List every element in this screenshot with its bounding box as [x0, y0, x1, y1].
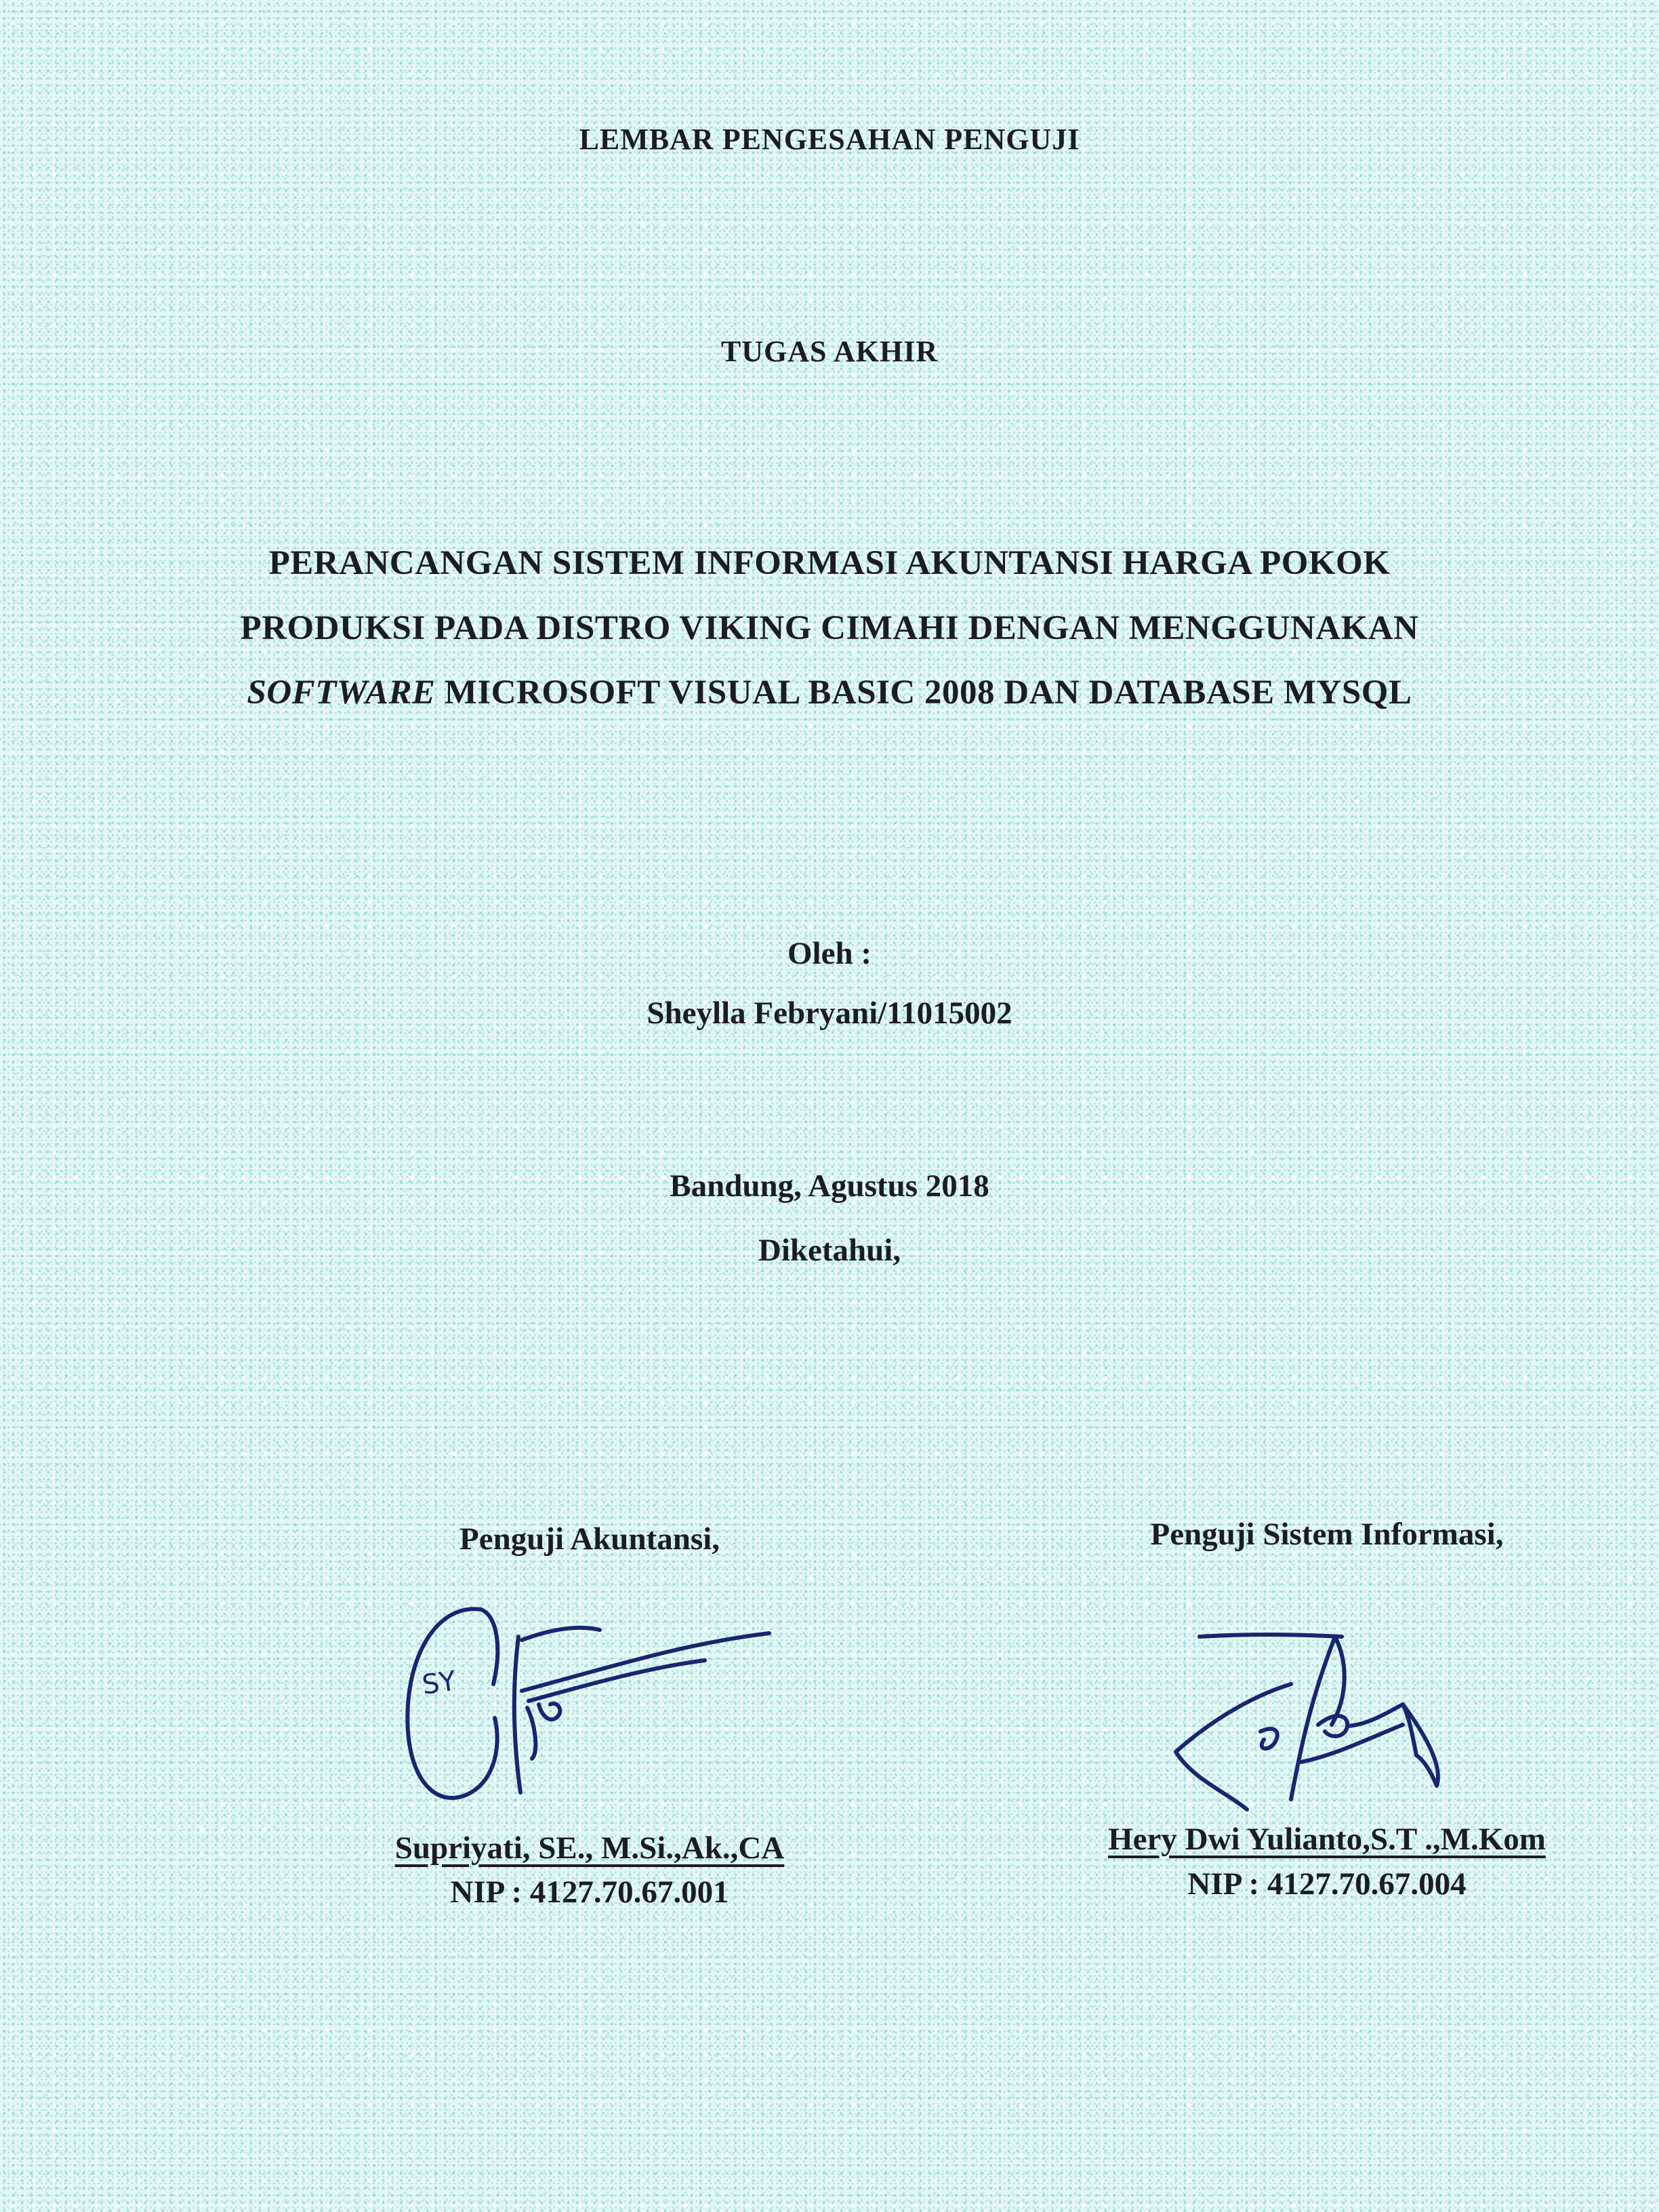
signature-information-systems — [1166, 1623, 1477, 1826]
signature-accounting — [393, 1589, 786, 1820]
examiner-information-systems-nip: NIP : 4127.70.67.004 — [1187, 1866, 1467, 1902]
known-label: Diketahui, — [758, 1233, 901, 1268]
thesis-title-line-3 — [0, 673, 1659, 712]
author-name-id: Sheylla Febryani/11015002 — [647, 996, 1012, 1031]
place-date: Bandung, Agustus 2018 — [670, 1168, 989, 1204]
examiner-information-systems-name: Hery Dwi Yulianto,S.T .,M.Kom — [1108, 1822, 1546, 1857]
signature-accounting-initials: SY — [419, 1665, 458, 1701]
examiner-accounting-name: Supriyati, SE., M.Si.,Ak.,CA — [394, 1830, 785, 1866]
software-italic-word: SOFTWARE — [247, 674, 436, 712]
examiner-accounting-nip: NIP : 4127.70.67.001 — [450, 1875, 729, 1910]
thesis-title-line-1: PERANCANGAN SISTEM INFORMASI AKUNTANSI HARGA POKOK — [268, 544, 1391, 582]
thesis-title-line-3-rest: MICROSOFT VISUAL BASIC 2008 DAN DATABASE MYSQL — [435, 674, 1412, 712]
by-label: Oleh : — [787, 936, 872, 971]
examiner-accounting-role: Penguji Akuntansi, — [459, 1521, 720, 1557]
examiner-information-systems-role: Penguji Sistem Informasi, — [1150, 1517, 1504, 1552]
approval-sheet-heading: LEMBAR PENGESAHAN PENGUJI — [579, 123, 1080, 156]
thesis-title-line-2: PRODUKSI PADA DISTRO VIKING CIMAHI DENGAN MENGGUNAKAN — [240, 609, 1419, 647]
final-project-heading: TUGAS AKHIR — [720, 335, 939, 368]
